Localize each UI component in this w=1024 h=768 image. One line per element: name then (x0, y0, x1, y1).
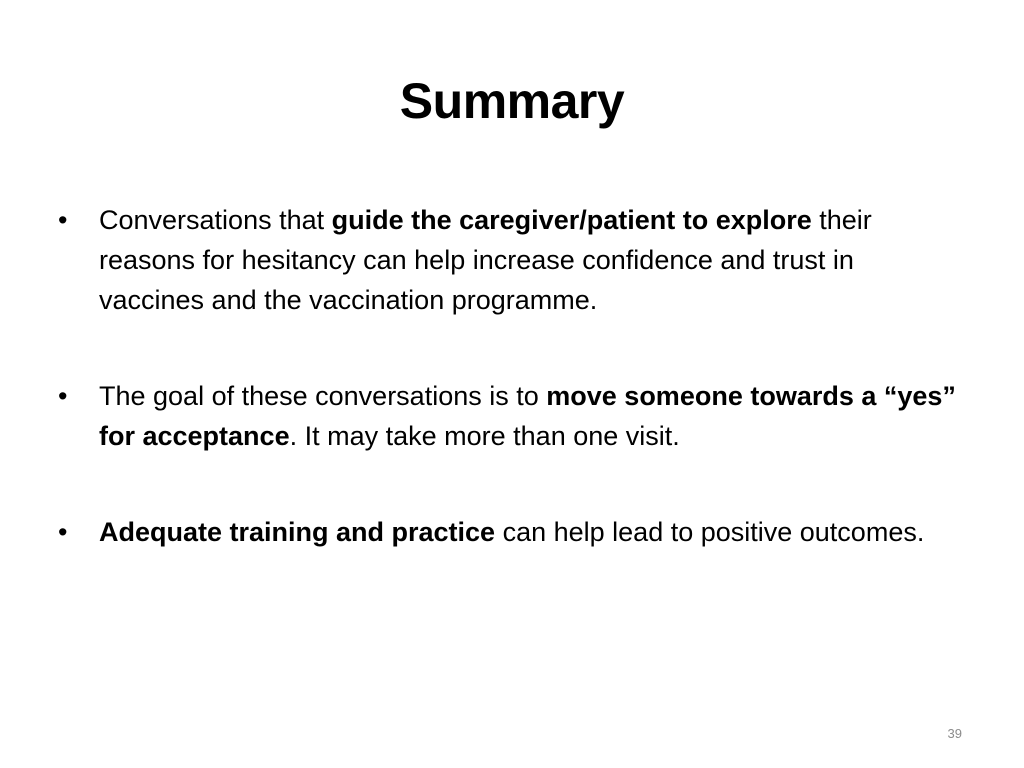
bullet-list (58, 200, 958, 608)
bullet-text-part: their reasons for hesitancy can help increase confidence and trust in vaccines and the vaccination programme. (99, 205, 872, 315)
bullet-text-part: Conversations that (99, 205, 332, 235)
slide-title: Summary (399, 73, 625, 129)
bullet-text-bold: Adequate training and practice (99, 517, 496, 547)
bullet-item-1 (58, 200, 958, 320)
bullet-text-bold: guide the caregiver/patient to explore (331, 205, 812, 235)
bullet-text-bold: move someone towards a “yes” for acceptance (99, 381, 956, 451)
bullet-text-part: The goal of these conversations is to (99, 381, 547, 411)
bullet-marker: • (58, 381, 68, 411)
bullet-text-part: can help lead to positive outcomes. (495, 517, 925, 547)
bullet-item-2 (58, 376, 958, 456)
bullet-marker: • (58, 517, 68, 547)
page-number: 39 (947, 726, 962, 741)
bullet-marker: • (58, 205, 68, 235)
bullet-item-3 (58, 512, 958, 552)
bullet-text-part: . It may take more than one visit. (289, 421, 680, 451)
